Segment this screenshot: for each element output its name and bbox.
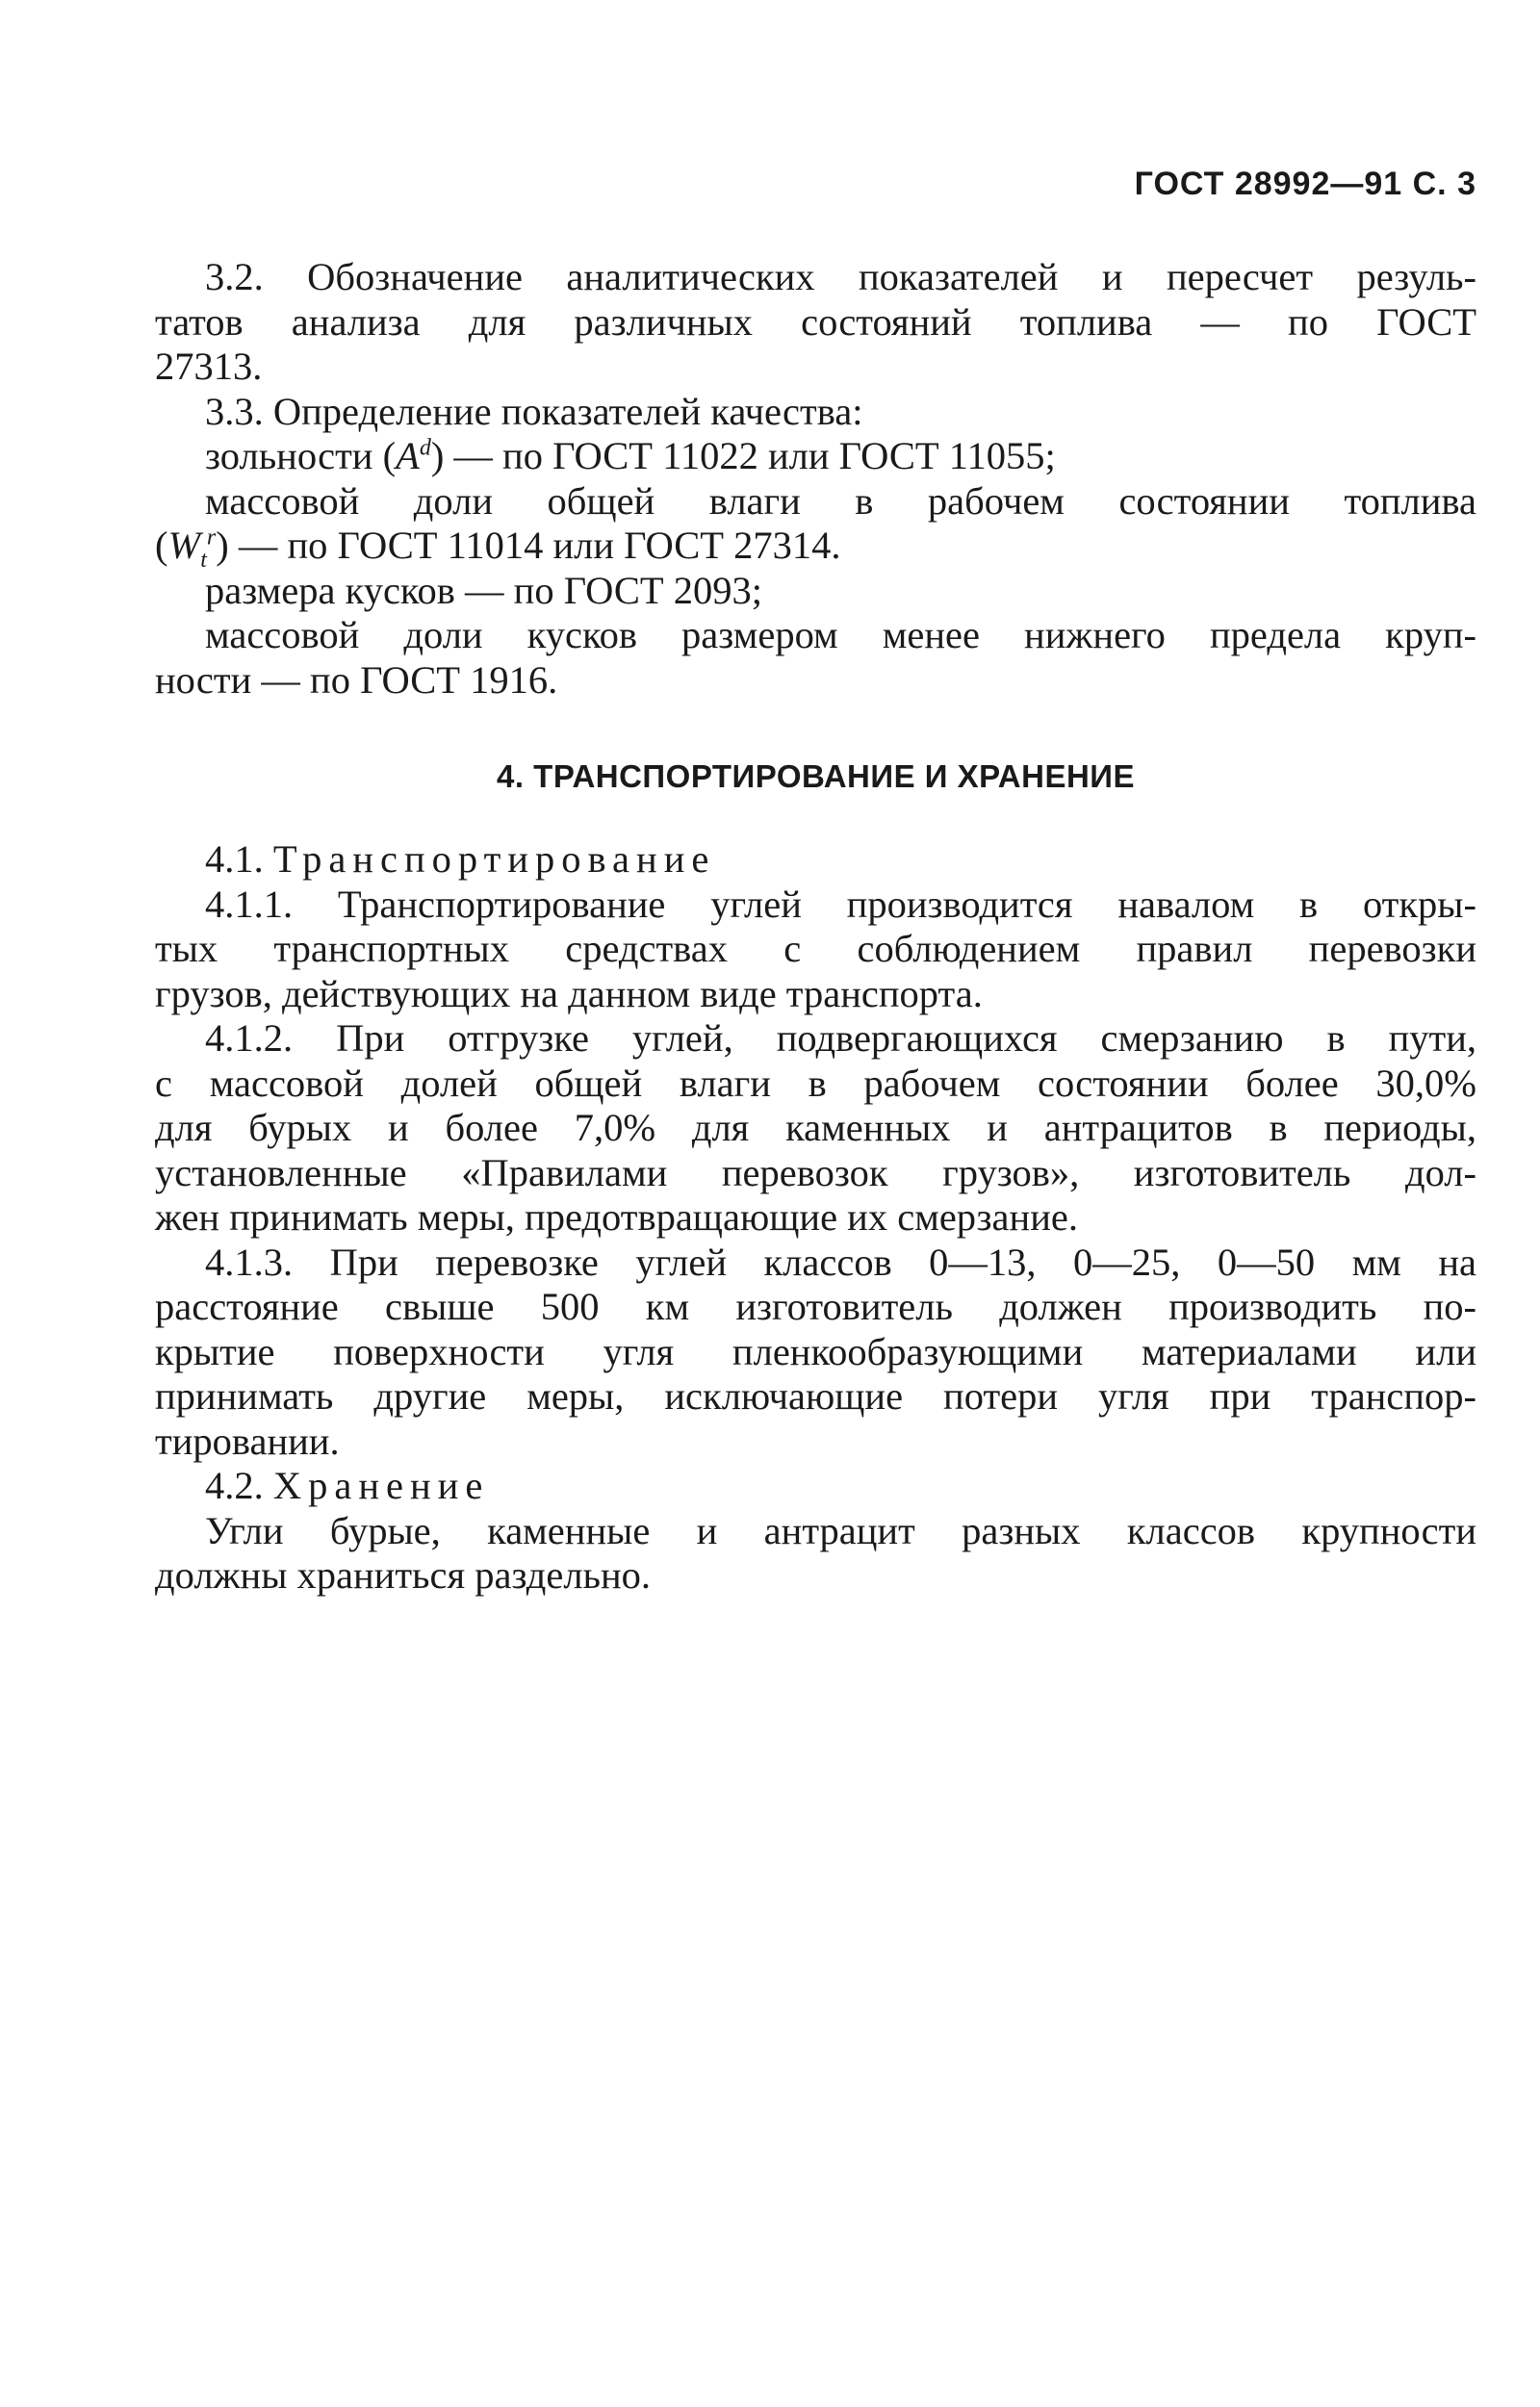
text-line: с массовой долей общей влаги в рабочем состоянии более 30,0%: [155, 1061, 1476, 1105]
subsection-title-4-1: [155, 837, 1476, 883]
ash-content-line: [155, 434, 1476, 479]
subsection-title: Хранение: [272, 1464, 490, 1507]
text-line: размера кусков — по ГОСТ 2093;: [205, 568, 763, 612]
text-line: 27313.: [155, 345, 263, 388]
text-line: жен принимать меры, предотвращающие их смерзание.: [155, 1195, 1078, 1239]
document-body: [0, 255, 1540, 1599]
text-line: для бурых и более 7,0% для каменных и антрацитов в периоды,: [155, 1106, 1476, 1149]
section-heading: 4. ТРАНСПОРТИРОВАНИЕ И ХРАНЕНИЕ: [496, 758, 1136, 794]
text-line: установленные «Правилами перевозок грузов», изготовитель дол-: [155, 1150, 1476, 1194]
section-4-body: [155, 837, 1476, 1599]
text-line: ности — по ГОСТ 1916.: [155, 657, 558, 702]
text-fragment: зольности (: [205, 434, 397, 477]
text-line: массовой доли общей влаги в рабочем состоянии топлива: [205, 478, 1476, 523]
moisture-line: [155, 524, 1476, 574]
text-line: массовой доли кусков размером менее нижнего предела круп-: [205, 613, 1476, 656]
text-line: крытие поверхности угля пленкообразующими материалами или: [155, 1329, 1476, 1373]
text-line: расстояние свыше 500 км изготовитель должен производить по-: [155, 1285, 1476, 1328]
text-line: татов анализа для различных состояний топлива — по ГОСТ: [155, 299, 1476, 344]
text-line: тых транспортных средствах с соблюдением правил перевозки: [155, 927, 1476, 970]
text-line: Угли бурые, каменные и антрацит разных классов крупности: [205, 1508, 1476, 1552]
page-header-standard-ref: ГОСТ 28992—91 С. 3: [1134, 166, 1476, 202]
ash-symbol: A: [396, 434, 420, 477]
text-line: 4.1.2. При отгрузке углей, подвергающихся смерзанию в пути,: [205, 1016, 1476, 1060]
moisture-subscript: t: [200, 548, 207, 574]
subsection-title-4-2: [155, 1464, 1476, 1509]
moisture-symbol: W: [167, 524, 201, 567]
ash-superscript: d: [419, 435, 431, 461]
text-line: принимать другие меры, исключающие потери угля при транспор-: [155, 1374, 1476, 1418]
text-fragment: ) — по ГОСТ 11022 или ГОСТ 11055;: [430, 434, 1056, 477]
text-fragment: ) — по ГОСТ 11014 или ГОСТ 27314.: [216, 524, 841, 567]
text-line: грузов, действующих на данном виде транспорта.: [155, 971, 983, 1015]
text-line: 3.2. Обозначение аналитических показателей и пересчет резуль-: [205, 255, 1476, 298]
paragraph-3-3: [155, 390, 1476, 704]
subsection-title: Транспортирование: [272, 837, 716, 881]
moisture-superscript: r: [206, 525, 217, 551]
text-line: 4.1.3. При перевозке углей классов 0—13, 0—25, 0—50 мм на: [205, 1240, 1476, 1284]
text-line: 3.3. Определение показателей качества:: [205, 389, 863, 433]
paragraph-3-2: [155, 255, 1476, 390]
subsection-number: 4.1.: [205, 837, 264, 881]
text-line: 4.1.1. Транспортирование углей производится навалом в откры-: [205, 882, 1476, 926]
text-line: тировании.: [155, 1419, 340, 1463]
subsection-number: 4.2.: [205, 1464, 264, 1507]
text-line: должны храниться раздельно.: [155, 1553, 652, 1597]
text-fragment: (: [155, 524, 168, 567]
